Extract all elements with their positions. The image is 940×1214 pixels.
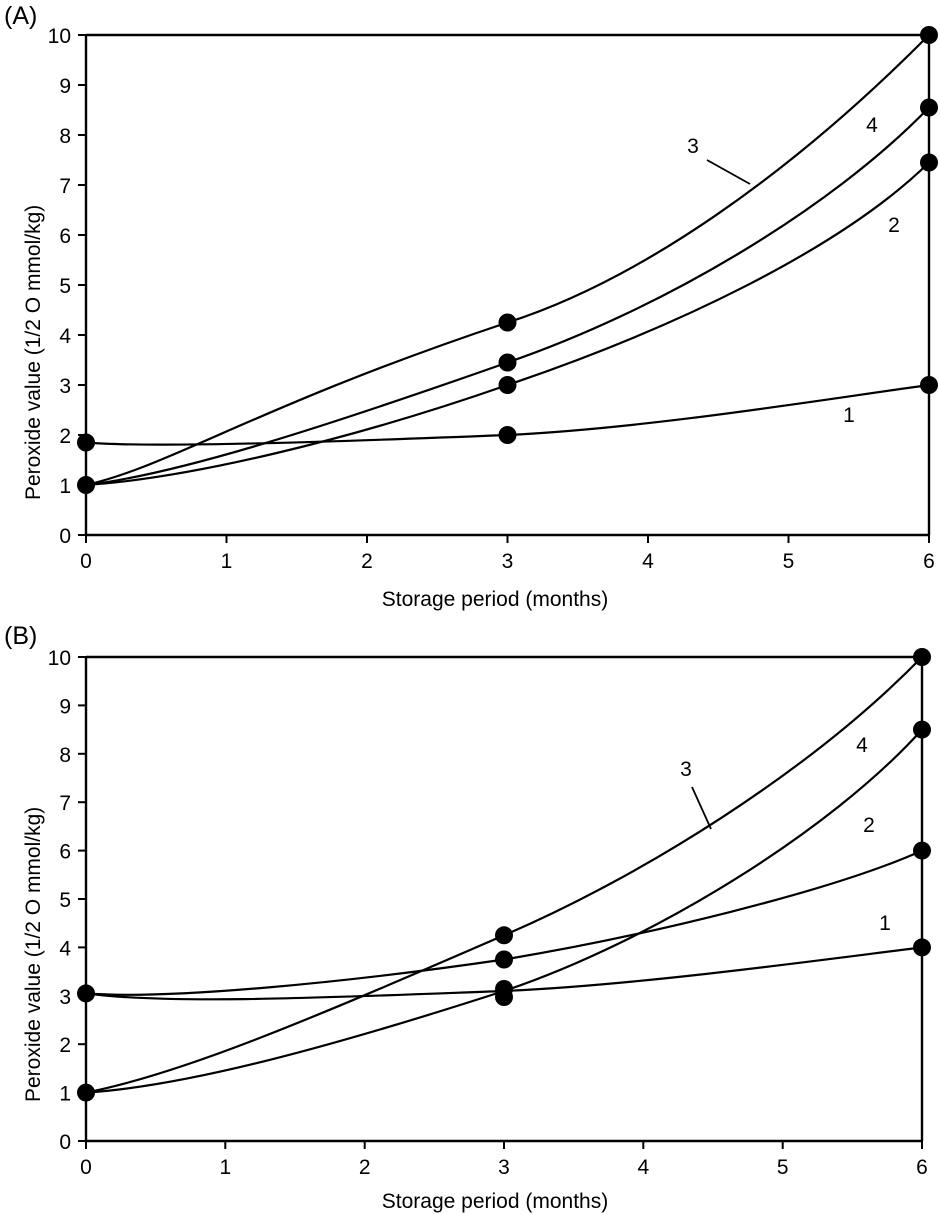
panel-a-series-label-4: 4: [866, 114, 878, 137]
chart-panel-b: [0, 612, 940, 1213]
panel-b-ytick-2: 2: [59, 1034, 71, 1058]
panel-a-curve-3: [86, 35, 929, 485]
panel-a-ytick-7: 7: [59, 175, 71, 198]
panel-a-y-axis-label: Peroxide value (1/2 O mmol/kg): [22, 204, 45, 500]
panel-b-xtick-6: 6: [916, 1156, 928, 1179]
panel-a-markers: [77, 26, 938, 494]
panel-a-xtick-0: 0: [80, 550, 92, 573]
panel-a-ytick-4: 4: [59, 325, 71, 348]
panel-b-ytick-10: 10: [47, 647, 71, 670]
panel-b-series-label-1: 1: [879, 912, 891, 935]
panel-b-y-axis-label: Peroxide value (1/2 O mmol/kg): [22, 806, 45, 1102]
panel-a-xtick-3: 3: [501, 550, 514, 573]
panel-b-xtick-5: 5: [776, 1156, 789, 1179]
panel-a-ytick-2: 2: [59, 425, 71, 448]
panel-b-curve-3: [86, 657, 922, 1093]
panel-a-xtick-1: 1: [220, 550, 233, 573]
panel-a-label: (A): [4, 2, 38, 30]
panel-b-ytick-1: 1: [59, 1082, 71, 1106]
panel-a-x-axis-label: Storage period (months): [381, 588, 609, 611]
panel-b-xtick-0: 0: [80, 1156, 92, 1179]
panel-b-x-axis-label: Storage period (months): [381, 1190, 609, 1213]
panel-a-ytick-6: 6: [59, 225, 71, 248]
panel-a-ytick-9: 9: [59, 75, 71, 98]
panel-a-series-label-1: 1: [843, 404, 855, 427]
panel-b-ytick-5: 5: [59, 889, 71, 912]
panel-b-xtick-3: 3: [498, 1156, 510, 1179]
panel-b-series-label-2: 2: [863, 814, 875, 837]
panel-a-series-label-3: 3: [687, 135, 699, 158]
panel-b-ytick-8: 8: [59, 743, 71, 767]
panel-b-y-ticks: [48, 647, 86, 1154]
panel-a-series-label-2: 2: [888, 214, 900, 237]
panel-b-xtick-4: 4: [637, 1156, 650, 1179]
panel-b-ytick-0: 0: [59, 1131, 71, 1154]
panel-b-plot: [0, 612, 940, 1204]
panel-b-ytick-3: 3: [59, 985, 71, 1009]
panel-a-ytick-0: 0: [59, 525, 71, 548]
panel-b-x-ticks: [80, 1141, 928, 1179]
panel-a-ytick-3: 3: [59, 375, 71, 398]
panel-b-series-label-3: 3: [680, 758, 692, 781]
panel-b-curve-2: [86, 851, 922, 995]
panel-a-ytick-8: 8: [59, 125, 71, 148]
panel-b-ytick-6: 6: [59, 840, 71, 864]
panel-b-xtick-1: 1: [219, 1156, 232, 1179]
panel-a-y-ticks: [48, 25, 86, 548]
panel-b-ytick-4: 4: [59, 937, 71, 961]
panel-b-label: (B): [4, 622, 38, 650]
panel-a-x-ticks: [80, 535, 935, 573]
panel-a-xtick-4: 4: [642, 550, 654, 573]
panel-b-xtick-2: 2: [358, 1156, 371, 1179]
panel-a-xtick-2: 2: [361, 550, 373, 573]
panel-a-ytick-10: 10: [47, 25, 71, 48]
panel-a-ytick-5: 5: [59, 275, 71, 298]
panel-b-curve-4: [86, 730, 922, 1093]
panel-a-ytick-1: 1: [59, 475, 71, 498]
panel-b-ytick-9: 9: [59, 695, 71, 719]
panel-b-ytick-7: 7: [59, 792, 71, 816]
panel-b-series-label-4: 4: [856, 734, 868, 757]
panel-a-xtick-5: 5: [782, 550, 795, 573]
panel-b-markers: [77, 648, 931, 1102]
panel-a-xtick-6: 6: [923, 550, 935, 573]
